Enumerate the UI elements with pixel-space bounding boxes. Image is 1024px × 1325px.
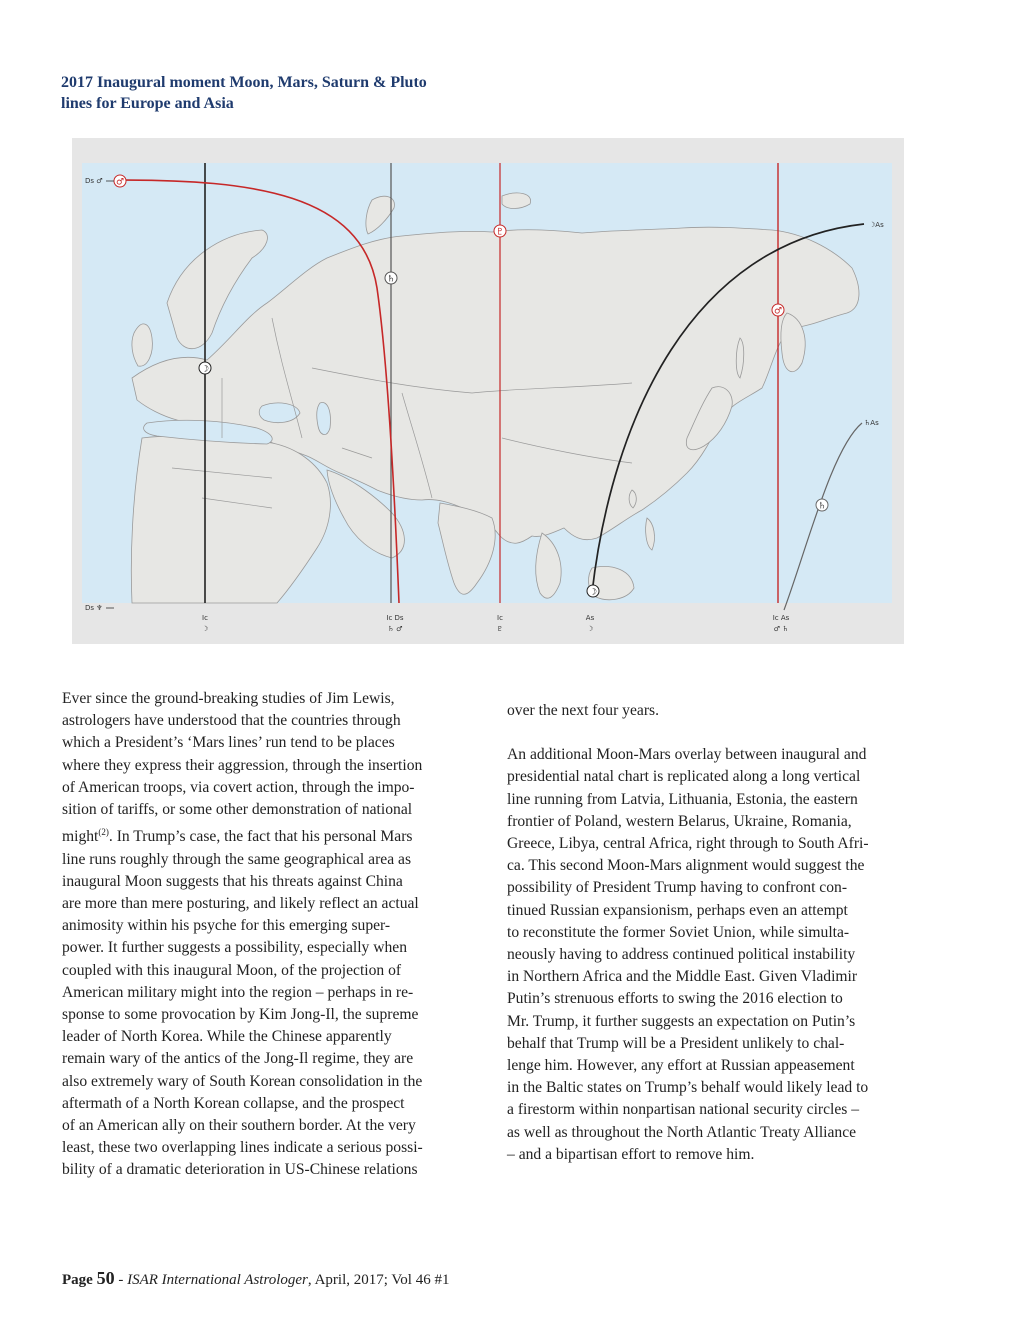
text-line: leader of North Korea. While the Chinese apparently [62,1028,392,1046]
text-line: line runs roughly through the same geographical area as [62,850,412,868]
text-line: Greece, Libya, central Africa, right through to South Afri- [507,835,869,853]
marker-saturn-mid [385,272,397,285]
text-line: power. It further suggests a possibility, especially when [62,939,408,957]
text-line: which a President’s ‘Mars lines’ run tend to be places [62,734,395,752]
left-column [62,688,490,1182]
svg-text:♇: ♇ [496,625,504,633]
text-line: of American troops, via covert action, through the impo- [62,778,415,796]
svg-text:☽: ☽ [201,625,209,633]
moon-glyph: ☽ [200,364,210,375]
footer-separator: - [114,1272,128,1288]
text-line: ca. This second Moon-Mars alignment would suggest the [507,857,865,875]
text-line: also extremely wary of South Korean consolidation in the [62,1072,423,1090]
text-line: behalf that Trump will be a President unlikely to chal- [507,1034,845,1052]
text-line: neously having to address continued political instability [507,946,856,964]
text-line: might$^{(2)}$. In Trump’s case, the fact that his personal Mars [62,827,413,846]
marker-moon-bottom [587,585,599,598]
figure-title [61,72,521,114]
text-line: least, these two overlapping lines indicate a serious possi- [62,1139,423,1157]
svg-text:As: As [585,614,595,622]
pluto-glyph: ♇ [495,227,505,238]
saturn-glyph: ♄ [817,501,827,512]
text-line: in Northern Africa and the Middle East. Given Vladimir [507,968,858,986]
text-line: Mr. Trump, it further suggests an expectation on Putin’s [507,1012,856,1030]
page-number: 50 [96,1268,115,1288]
label-ds-neptune: Ds ♆ [85,604,103,612]
publication-name: ISAR International Astrologer [127,1272,308,1288]
text-line: of an American ally on their southern border. At the very [62,1117,416,1135]
text-line: a firestorm within nonpartisan national security circles – [507,1101,860,1119]
moon-glyph: ☽ [588,587,598,598]
text-line: sponse to some provocation by Kim Jong-Il, the supreme [62,1006,419,1024]
label-moon-as: ☽As [869,221,884,229]
mars-glyph: ♂ [773,306,783,317]
page-word: Page [62,1272,93,1288]
astro-map [72,138,904,644]
svg-text:♂ ♄: ♂ ♄ [773,625,789,633]
text-line: sition of tariffs, or some other demonstration of national [62,801,413,819]
astro-map-figure [72,138,904,644]
text-line: lenge him. However, any effort at Russian appeasement [507,1057,855,1075]
arctic-islands [502,193,531,209]
page-label [62,1268,115,1288]
svg-text:Ic Ds: Ic Ds [386,614,404,622]
text-line: aftermath of a North Korean collapse, and the prospect [62,1094,405,1112]
caspian-sea [317,402,331,434]
svg-text:Ic: Ic [202,614,208,622]
text-line: Putin’s strenuous efforts to swing the 2016 election to [507,990,843,1008]
marker-moon-left [199,362,211,375]
text-line: to reconstitute the former Soviet Union, while simulta- [507,923,850,941]
svg-text:Ic As: Ic As [772,614,790,622]
text-line: coupled with this inaugural Moon, of the projection of [62,961,402,979]
text-line: possibility of President Trump having to confront con- [507,879,848,897]
mars-glyph: ♂ [115,177,125,188]
text-line: where they express their aggression, through the insertion [62,756,423,774]
marker-pluto [494,225,506,238]
text-line: American military might into the region – perhaps in re- [62,983,414,1001]
text-line: presidential natal chart is replicated along a long vertical [507,768,861,786]
right-paragraph-continued [507,700,935,722]
text-line: as well as throughout the North Atlantic Treaty Alliance [507,1123,857,1141]
marker-saturn-right [816,499,828,512]
text-line: tinued Russian expansionism, perhaps even an attempt [507,901,848,919]
text-line: – and a bipartisan effort to remove him. [507,1145,755,1163]
right-paragraph [507,744,935,1166]
text-line: in the Baltic states on Trump’s behalf would likely lead to [507,1079,869,1097]
svg-text:☽: ☽ [586,625,594,633]
text-line: over the next four years. [507,702,659,719]
marker-mars-top [114,175,126,188]
footnote-marker: (2) [98,827,109,838]
text-line: animosity within his psyche for this emerging super- [62,917,391,935]
left-paragraph [62,688,490,1182]
text-line: frontier of Poland, western Belarus, Ukraine, Romania, [507,812,852,830]
text-line: Ever since the ground-breaking studies of Jim Lewis, [62,690,395,707]
saturn-glyph: ♄ [386,274,396,285]
text-line: line running from Latvia, Lithuania, Estonia, the eastern [507,790,858,808]
right-column [507,700,935,1166]
text-line: An additional Moon-Mars overlay between inaugural and [507,746,867,764]
figure-title-line: 2017 Inaugural moment Moon, Mars, Saturn & Pluto [61,74,427,91]
svg-text:♄ ♂: ♄ ♂ [387,625,403,633]
label-ds-mars: Ds ♂ [85,177,103,185]
label-saturn-as: ♄As [864,419,879,427]
text-line: are more than mere posturing, and likely reflect an actual [62,895,419,913]
issue-info: , April, 2017; Vol 46 #1 [307,1272,450,1288]
marker-mars-right [772,304,784,317]
figure-title-line: lines for Europe and Asia [61,95,234,112]
text-line: bility of a dramatic deterioration in US-Chinese relations [62,1161,418,1179]
svg-text:Ic: Ic [497,614,503,622]
text-line: remain wary of the antics of the Jong-Il regime, they are [62,1050,414,1068]
page-footer [62,1268,449,1289]
text-line: inaugural Moon suggests that his threats against China [62,872,403,890]
text-line: astrologers have understood that the countries through [62,712,401,730]
